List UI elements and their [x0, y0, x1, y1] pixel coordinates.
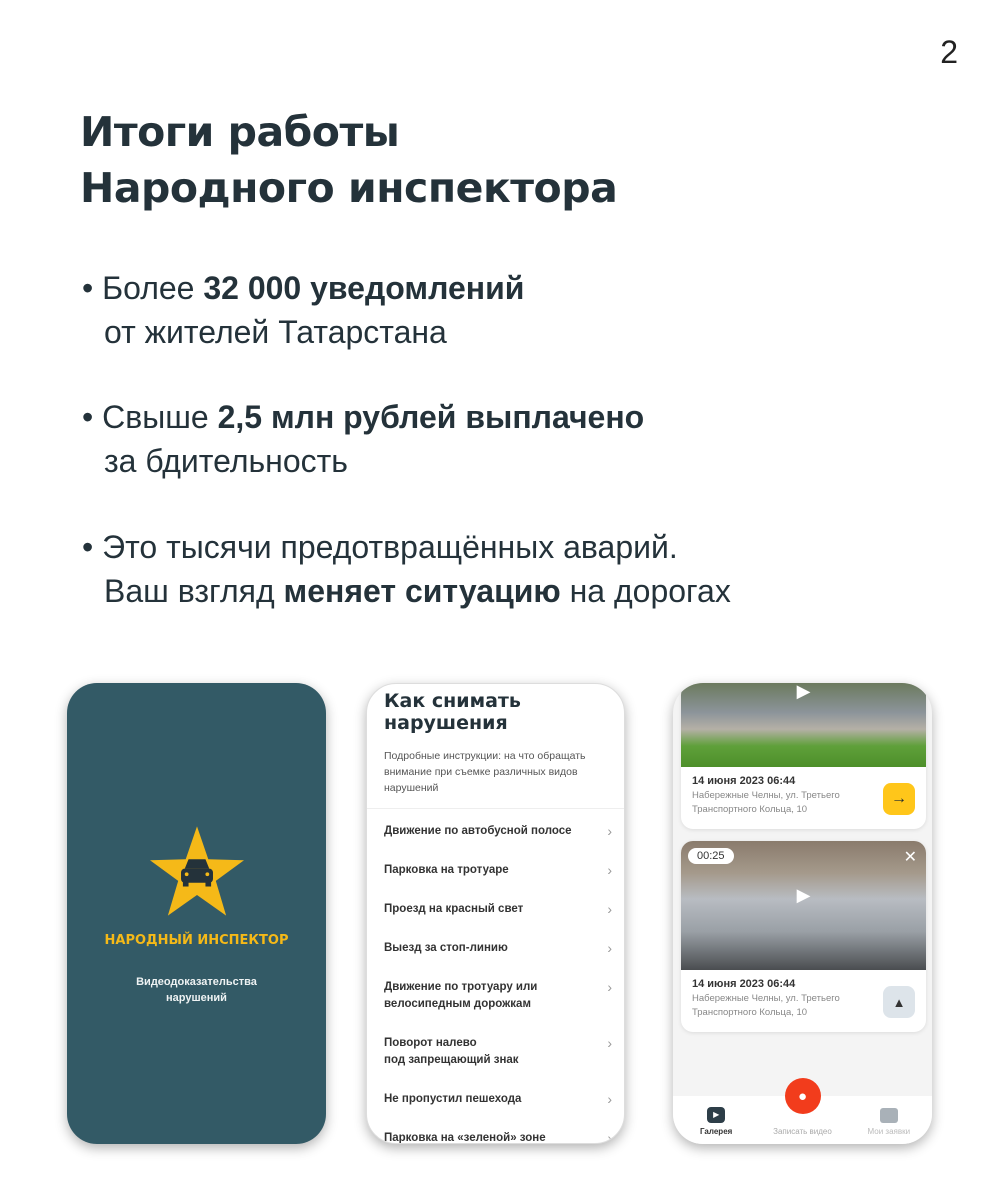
play-icon[interactable]: ▶: [796, 683, 811, 701]
instruction-list-item[interactable]: [367, 901, 624, 918]
page-title: [80, 104, 617, 216]
violation-card[interactable]: [681, 841, 926, 1032]
subtitle-line-1: Видеодоказательства: [136, 976, 257, 988]
star-car-logo-icon: [150, 826, 244, 916]
nav-my-requests[interactable]: [854, 1108, 924, 1136]
phone-instructions-screen: [366, 683, 625, 1144]
bullet-text: Это тысячи предотвращённых аварий.: [102, 529, 678, 565]
bullet-text: Более: [102, 270, 204, 306]
instruction-list-item[interactable]: [367, 979, 624, 1013]
card-date: 14 июня 2023 06:44: [692, 775, 796, 787]
card-address: Набережные Челны, ул. Третьего Транспортного Кольца, 10: [692, 993, 840, 1018]
chevron-right-icon: ›: [607, 1130, 612, 1144]
warning-icon[interactable]: ▲: [883, 986, 915, 1018]
arrow-right-icon[interactable]: →: [883, 783, 915, 815]
item-label: Парковка на «зеленой» зоне: [384, 1132, 546, 1144]
phone-splash-screen: [67, 683, 326, 1144]
bullet-bold: 32 000 уведомлений: [203, 270, 525, 306]
record-video-button[interactable]: [785, 1078, 821, 1114]
bullet-line2: от жителей Татарстана: [104, 314, 447, 350]
instruction-list-item[interactable]: [367, 940, 624, 957]
folder-icon: [880, 1108, 898, 1123]
nav-label: Мои заявки: [867, 1127, 911, 1136]
chevron-right-icon: ›: [607, 979, 612, 995]
chevron-right-icon: ›: [607, 1091, 612, 1107]
bullet-payments: • Свыше 2,5 млн рублей выплачено за бдительность: [82, 395, 644, 483]
bullet-text: Свыше: [102, 399, 218, 435]
instructions-title: Как снимать нарушения: [384, 690, 521, 734]
chevron-right-icon: ›: [607, 862, 612, 878]
violation-photo[interactable]: [681, 841, 926, 970]
chevron-right-icon: ›: [607, 1035, 612, 1051]
card-date: 14 июня 2023 06:44: [692, 978, 796, 990]
item-label: Движение по автобусной полосе: [384, 825, 572, 837]
item-label: Выезд за стоп-линию: [384, 942, 508, 954]
item-label: Проезд на красный свет: [384, 903, 524, 915]
video-duration-badge: 00:25: [688, 848, 734, 864]
item-label: Не пропустил пешехода: [384, 1093, 522, 1105]
bullet-line2: за бдительность: [104, 443, 348, 479]
nav-label: Галерея: [700, 1127, 733, 1136]
nav-gallery[interactable]: [681, 1107, 751, 1136]
app-subtitle: [67, 974, 326, 1006]
violation-photo[interactable]: [681, 683, 926, 767]
play-icon[interactable]: ▶: [796, 885, 811, 905]
nav-label: Записать видео: [773, 1127, 832, 1136]
instruction-list-item[interactable]: [367, 823, 624, 840]
item-label: Поворот налево под запрещающий знак: [384, 1037, 519, 1066]
bullet-notifications: • Более 32 000 уведомлений от жителей Татарстана: [82, 266, 524, 354]
phone-gallery-screen: [673, 683, 932, 1144]
nav-record[interactable]: [767, 1127, 837, 1136]
item-label: Движение по тротуару или велосипедным дорожкам: [384, 981, 538, 1010]
chevron-right-icon: ›: [607, 940, 612, 956]
card-address: Набережные Челны, ул. Третьего Транспортного Кольца, 10: [692, 790, 840, 815]
instruction-list-item[interactable]: [367, 1091, 624, 1108]
divider: [367, 808, 624, 809]
bullet-line2-end: на дорогах: [560, 573, 731, 609]
instructions-description: Подробные инструкции: на что обращать внимание при съемке различных видов нарушений: [384, 750, 586, 794]
page-number: 2: [940, 34, 958, 70]
gallery-icon: ▶: [707, 1107, 725, 1123]
instruction-list-item[interactable]: [367, 862, 624, 879]
bullet-accidents: • Это тысячи предотвращённых аварий. Ваш взгляд меняет ситуацию на дорогах: [82, 529, 731, 609]
camera-icon: ●: [797, 1087, 808, 1105]
bullet-line2: Ваш взгляд: [104, 573, 284, 609]
subtitle-line-2: нарушений: [166, 992, 227, 1004]
title-line-2: Народного инспектора: [80, 164, 618, 212]
chevron-right-icon: ›: [607, 901, 612, 917]
bullet-bold: меняет ситуацию: [283, 573, 561, 609]
instruction-list-item[interactable]: [367, 1035, 624, 1069]
bullet-bold: 2,5 млн рублей выплачено: [217, 399, 645, 435]
item-label: Парковка на тротуаре: [384, 864, 509, 876]
bottom-nav: [673, 1087, 932, 1144]
chevron-right-icon: ›: [607, 823, 612, 839]
close-icon[interactable]: ✕: [903, 849, 917, 866]
title-line-1: Итоги работы: [80, 108, 400, 156]
instruction-list-item[interactable]: [367, 1130, 624, 1144]
violation-card[interactable]: [681, 683, 926, 829]
app-brand-name: НАРОДНЫЙ ИНСПЕКТОР: [104, 933, 289, 948]
